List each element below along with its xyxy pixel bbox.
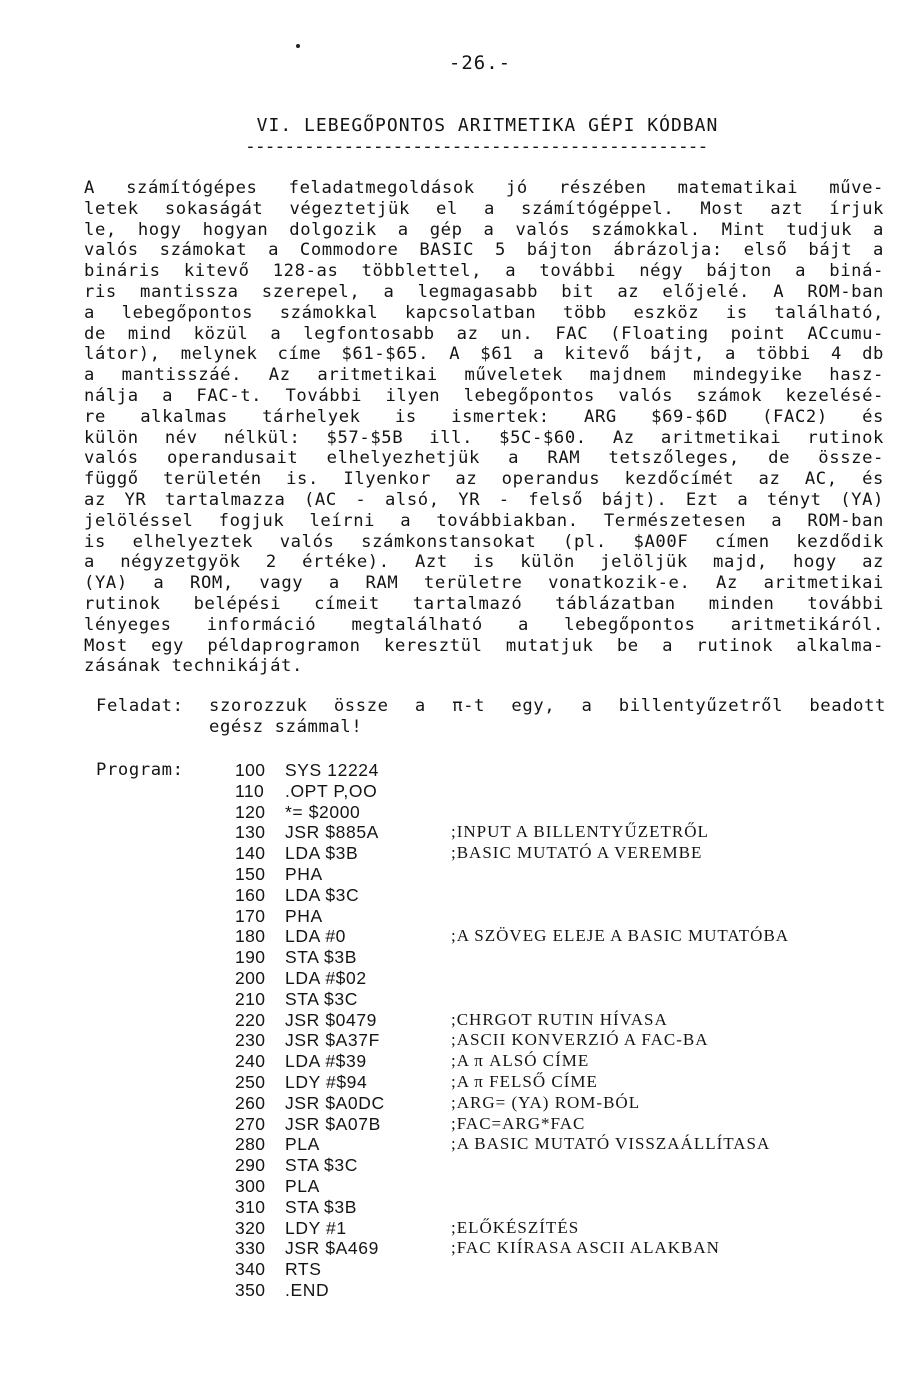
task-text-line: szorozzuk össze a π-t egy, a billentyűzetről beadott	[209, 696, 886, 716]
code-line	[235, 1134, 771, 1155]
code-comment: ;ARG= (YA) ROM-BÓL	[451, 1092, 641, 1112]
instruction: PHA	[285, 905, 323, 926]
body-text-line: is elhelyeztek valós számkonstansokat (pl. $A00F címen kezdődik	[84, 531, 884, 552]
instruction: JSR $A0DC	[285, 1092, 385, 1113]
code-line	[235, 885, 385, 906]
instruction: LDA $3B	[285, 843, 359, 864]
code-line	[235, 843, 703, 864]
body-text-line: de mind közül a legfontosabb az un. FAC (Floating point ACcumu-	[84, 323, 884, 344]
line-number: 190	[235, 947, 266, 968]
body-text-line: A számítógépes feladatmegoldások jó részében matematikai műve-	[84, 178, 884, 198]
code-line	[235, 1051, 590, 1072]
body-text-line: látor), melynek címe $61-$65. A $61 a kitevő bájt, a többi 4 db	[84, 344, 884, 365]
instruction: LDA #$02	[285, 967, 367, 988]
code-line	[235, 968, 385, 989]
code-line	[235, 760, 385, 781]
code-line	[235, 1176, 385, 1197]
line-number: 140	[235, 843, 266, 864]
instruction: STA $3C	[285, 988, 358, 1009]
code-line	[235, 989, 385, 1010]
body-text-line: külön név nélkül: $57-$5B ill. $5C-$60. Az aritmetikai rutinok	[84, 427, 884, 448]
code-line	[235, 906, 385, 927]
line-number: 200	[235, 967, 266, 988]
body-text-line: letek sokaságát végeztetjük el a számítógéppel. Most azt írjuk	[84, 198, 884, 219]
instruction: *= $2000	[285, 801, 361, 822]
task-text	[209, 696, 886, 738]
body-text-line: re alkalmas tárhelyek is ismertek: ARG $69-$6D (FAC2) és	[84, 406, 884, 427]
line-number: 290	[235, 1155, 266, 1176]
body-text-line: rutinok belépési címeit tartalmazó táblázatban minden további	[84, 593, 884, 614]
instruction: LDA #$39	[285, 1051, 367, 1072]
code-line	[235, 1217, 580, 1239]
code-line	[235, 1155, 385, 1176]
code-line	[235, 1009, 668, 1031]
instruction: SYS 12224	[285, 760, 379, 780]
body-text-line: a lebegőpontos számokkal kapcsolatban több eszköz is található,	[84, 302, 884, 323]
line-number: 250	[235, 1071, 266, 1092]
instruction: STA $3B	[285, 947, 357, 968]
body-paragraph	[84, 178, 884, 677]
code-line	[235, 1071, 598, 1093]
scan-speck	[296, 44, 300, 48]
line-number: 320	[235, 1217, 266, 1238]
code-line	[235, 802, 385, 823]
line-number: 260	[235, 1092, 266, 1113]
body-text-line: Most egy példaprogramon keresztül mutatjuk be a rutinok alkalma-	[84, 635, 884, 656]
code-line	[235, 1030, 709, 1051]
code-line	[235, 1092, 641, 1114]
line-number: 150	[235, 863, 266, 884]
program-label: Program:	[96, 760, 184, 780]
body-text-line: zásának technikáját.	[84, 656, 303, 677]
code-line	[235, 1113, 586, 1135]
body-text-line: ris mantissza szerepel, a legmagasabb bit az előjelé. A ROM-ban	[84, 281, 884, 302]
instruction: .END	[285, 1279, 330, 1300]
line-number: 330	[235, 1238, 266, 1259]
body-text-line: lényeges információ megtalálható a lebegőpontos aritmetikáról.	[84, 614, 884, 635]
code-line	[235, 947, 385, 968]
instruction: LDA #0	[285, 926, 347, 947]
task-label: Feladat:	[96, 696, 184, 716]
instruction: LDY #$94	[285, 1071, 368, 1092]
body-text-line: függő területén is. Ilyenkor az operandus kezdőcímét az AC, és	[84, 469, 884, 490]
line-number: 350	[235, 1279, 266, 1300]
instruction: JSR $A469	[285, 1238, 379, 1259]
body-text-line: az YR tartalmazza (AC - alsó, YR - felső bájt). Ezt a tényt (YA)	[84, 489, 884, 510]
line-number: 230	[235, 1030, 266, 1051]
code-comment: ;A BASIC MUTATÓ VISSZAÁLLÍTASA	[451, 1134, 771, 1154]
line-number: 100	[235, 760, 266, 780]
chapter-heading: VI. LEBEGŐPONTOS ARITMETIKA GÉPI KÓDBAN	[256, 115, 719, 136]
code-line	[235, 1259, 385, 1280]
body-text-line: jelöléssel fogjuk leírni a továbbiakban. Természetesen a ROM-ban	[84, 510, 884, 531]
line-number: 270	[235, 1113, 266, 1134]
code-comment: ;ELŐKÉSZÍTÉS	[451, 1217, 580, 1237]
heading-underline: -----------------------------------------------	[245, 136, 708, 157]
line-number: 220	[235, 1009, 266, 1030]
line-number: 280	[235, 1134, 266, 1155]
code-comment: ;A SZÖVEG ELEJE A BASIC MUTATÓBA	[451, 926, 790, 946]
code-line	[235, 1280, 385, 1301]
line-number: 170	[235, 905, 266, 926]
instruction: STA $3C	[285, 1155, 358, 1176]
line-number: 310	[235, 1196, 266, 1217]
line-number: 240	[235, 1051, 266, 1072]
line-number: 180	[235, 926, 266, 947]
code-comment: ;FAC KIÍRASA ASCII ALAKBAN	[451, 1238, 720, 1258]
instruction: PHA	[285, 863, 323, 884]
instruction: JSR $0479	[285, 1009, 377, 1030]
body-text-line: a négyzetgyök 2 értéke). Azt is külön jelöljük majd, hogy az	[84, 552, 884, 573]
body-text-line: a mantisszáé. Az aritmetikai műveletek majdnem mindegyike hasz-	[84, 365, 884, 386]
program-listing	[235, 760, 790, 1301]
code-line	[235, 926, 790, 947]
line-number: 110	[235, 780, 265, 801]
instruction: STA $3B	[285, 1196, 357, 1217]
instruction: RTS	[285, 1259, 322, 1280]
line-number: 300	[235, 1175, 266, 1196]
line-number: 340	[235, 1259, 266, 1280]
code-line	[235, 781, 385, 802]
instruction: PLA	[285, 1175, 320, 1196]
body-text-line: bináris kitevő 128-as többlettel, a további négy bájton a biná-	[84, 261, 884, 282]
body-text-line: nálja a FAC-t. További ilyen lebegőpontos valós számok kezelésé-	[84, 385, 884, 406]
task-text-line: egész számmal!	[209, 717, 363, 737]
instruction: JSR $A37F	[285, 1030, 380, 1051]
instruction: JSR $A07B	[285, 1113, 381, 1134]
code-comment: ;A π FELSŐ CÍME	[451, 1071, 598, 1091]
body-text-line: (YA) a ROM, vagy a RAM területre vonatkozik-e. Az aritmetikai	[84, 573, 884, 594]
instruction: JSR $885A	[285, 822, 379, 843]
instruction: LDY #1	[285, 1217, 347, 1238]
body-text-line: valós operandusait elhelyezhetjük a RAM tetszőleges, de össze-	[84, 448, 884, 469]
instruction: .OPT P,OO	[285, 780, 378, 801]
code-comment: ;ASCII KONVERZIÓ A FAC-BA	[451, 1030, 709, 1050]
code-line	[235, 822, 709, 843]
code-comment: ;BASIC MUTATÓ A VEREMBE	[451, 843, 703, 863]
page-number: -26.-	[448, 52, 512, 74]
body-text-line: valós számokat a Commodore BASIC 5 bájton ábrázolja: első bájt a	[84, 240, 884, 261]
code-comment: ;CHRGOT RUTIN HÍVASA	[451, 1009, 668, 1029]
code-comment: ;FAC=ARG*FAC	[451, 1113, 586, 1133]
code-line	[235, 864, 385, 885]
code-line	[235, 1238, 720, 1259]
line-number: 160	[235, 884, 266, 905]
code-comment: ;INPUT A BILLENTYŰZETRŐL	[451, 822, 709, 842]
code-comment: ;A π ALSÓ CÍME	[451, 1051, 590, 1071]
line-number: 130	[235, 822, 266, 843]
instruction: PLA	[285, 1134, 320, 1155]
body-text-line: le, hogy hogyan dolgozik a gép a valós számokkal. Mint tudjuk a	[84, 219, 884, 240]
instruction: LDA $3C	[285, 884, 360, 905]
line-number: 210	[235, 988, 266, 1009]
code-line	[235, 1197, 385, 1218]
line-number: 120	[235, 801, 266, 822]
